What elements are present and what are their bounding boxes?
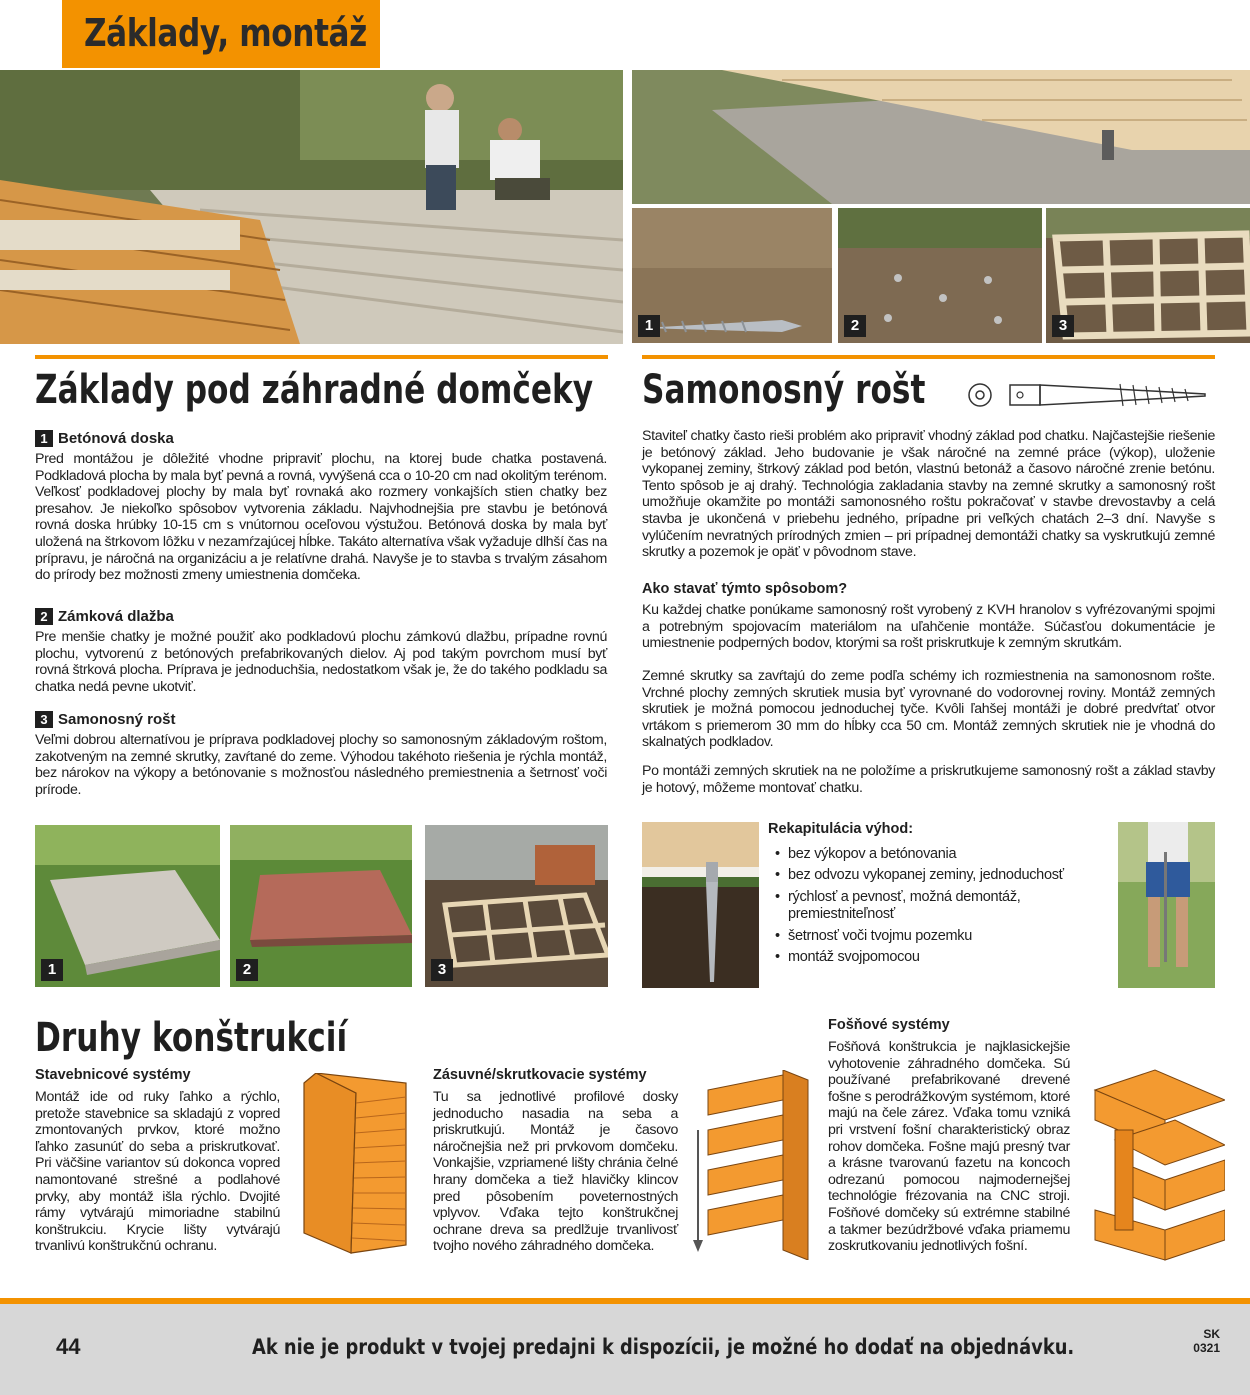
recap-heading: Rekapitulácia výhod: (768, 821, 914, 837)
page-number: 44 (56, 1334, 81, 1359)
intro-text: Staviteľ chatky často rieši problém ako pripraviť vhodný základ pod chatku. Najčastejšie riešenie je betónový základ. Jeho budovanie je však náročné na zemné práce (výkop), uloženie vykopanej zeminy, štrkový základ pod betón, vlastnú betonáž a časovo náročné zrenie betónu. Tento spôsob je aj drahý. Technológia zakladania stavby na zemné skrutky a samonosný rošt umožňuje okamžite po montáži samonosného roštu pokračovať v stavbe drevostavby a celá stavba je ukončená v priebehu jedného, prípadne pri veľkých chatách 2–3 dní. Navyše s vylúčením nevratných prírodných zmien – pri prípadnej demontáži chatky sa vyskrutkujú zemné skrutky a pozemok je opäť v pôvodnom stave. (642, 428, 1215, 561)
benefits-list (775, 846, 1105, 970)
photo-frame-on-screws (1046, 208, 1250, 343)
constructions-title: Druhy konštrukcií (35, 1015, 348, 1061)
left-section-title: Základy pod záhradné domčeky (35, 367, 594, 413)
hero-photo-workers (0, 70, 623, 344)
how-heading: Ako stavať týmto spôsobom? (642, 581, 848, 597)
page-title: Základy, montáž (84, 11, 367, 55)
footer-note: Ak nie je produkt v tvojej predajni k dispozícii, je možné ho dodať na objednávku. (252, 1335, 1075, 1359)
photo-badge: 1 (41, 959, 63, 981)
how-paragraph-1: Ku každej chatke ponúkame samonosný rošt vyrobený z KVH hranolov s vyfrézovanými spojmi a potrebným spojovacím materiálom na uľahčenie montáže. Súčasťou dokumentácie je umiestnenie podperných bodov, ktorými sa rošt priskrutkuje k zemným skrutkám. (642, 602, 1215, 652)
list-item: • šetrnosť voči tvojmu pozemku (775, 928, 1105, 945)
photo-screw-diagram (642, 822, 759, 988)
country-code: SK (1203, 1327, 1220, 1341)
how-paragraph-2: Zemné skrutky sa zavŕtajú do zeme podľa schémy ich rozmiestnenia na samonosnom rošte. Vrchné plochy zemných skrutiek musia byť vyrovnané do vodorovnej roviny. Montáž zemných skrutiek je možná pomocou jednoduchej tyče. Kvôli ľahšej montáži je dobré predvŕtať otvor vrtákom s priemerom 30 mm do hĺbky cca 50 cm. Montáž zemných skrutiek nie je vhodná do skalnatých podkladov. (642, 668, 1215, 751)
list-item: • rýchlosť a pevnosť, možná demontáž, premiestniteľnosť (775, 889, 1055, 924)
photo-frame-grid (425, 825, 608, 987)
photo-badge: 3 (1052, 315, 1074, 337)
col3-heading: Fošňové systémy (828, 1017, 950, 1033)
col2-heading: Zásuvné/skrutkovacie systémy (433, 1067, 647, 1083)
photo-paving (230, 825, 412, 987)
section-divider (35, 355, 608, 359)
photo-worker-screwing (1118, 822, 1215, 988)
footer-code (1188, 1327, 1220, 1356)
photo-shed-gravel (632, 70, 1250, 204)
col2-text: Tu sa jednotlivé profilové dosky jednoducho nasadia na seba a priskrutkujú. Montáž je časovo náročnejšia než pri prvkovom domčeku. Vonkajšie, vzpriamené lišty chránia čelné hrany domčeka a tiež hlavičky klincov pred pôsobením poveternostných vplyvov. Vďaka tejto konštrukčnej ochrane dreva sa predlžuje trvanlivosť tvojho nového záhradného domčeka. (433, 1089, 678, 1255)
photo-screws-in-soil (838, 208, 1042, 343)
subsection-heading-concrete (35, 430, 174, 447)
col1-text: Montáž ide od ruky ľahko a rýchlo, pretože stavebnice sa skladajú z vopred zmontovaných prvkov, ktoré možno ľahko zasunúť do seba a priskrutkovať. Pri väčšine variantov sú dokonca vopred namontované strešné a podlahové prvky, aby montáž išla rýchlo. Dvojité rámy vytvárajú mimoriadne stabilnú konštrukciu. Krycie lišty vytvárajú trvanlivú konštrukčnú ochranu. (35, 1089, 280, 1255)
prefab-panel-illustration (296, 1073, 414, 1258)
number-badge: 3 (35, 711, 53, 728)
number-badge: 2 (35, 608, 53, 625)
col1-heading: Stavebnicové systémy (35, 1067, 191, 1083)
list-item: • bez výkopov a betónovania (775, 846, 1105, 863)
number-badge: 1 (35, 430, 53, 447)
list-item: • montáž svojpomocou (775, 949, 1105, 966)
text-paving: Pre menšie chatky je možné použiť ako podkladovú plochu zámkovú dlažbu, prípadne rovnú plochu, vytvorenú z betónových prefabrikovaných dielov. Aj pod takým povrchom musí byť rovná štrková plocha. Príprava je jednoduchšia, nedostatkom však je, že do takého podkladu sa chatka nedá pevne ukotviť. (35, 629, 607, 695)
subsection-label: Zámková dlažba (58, 608, 174, 625)
photo-badge: 2 (844, 315, 866, 337)
subsection-heading-paving (35, 608, 174, 625)
photo-ground-screw (632, 208, 832, 343)
right-section-title: Samonosný rošt (642, 367, 926, 413)
footer-accent-stripe (0, 1298, 1250, 1304)
col3-text: Fošňová konštrukcia je najklasickejšie vyhotovenie záhradného domčeka. Sú používané prefabrikované drevené fošne s perodrážkovým systémom, ktoré majú na čele zárez. Vďaka tomu vzniká pri vrstvení fošní charakteristický obraz rohov domčeka. Fošne majú presný tvar a krásne tvarovanú fazetu na koncoch odrezanú pomocou najmodernejšej technológie frézovania na CNC stroji. Fošňové domčeky sú extrémne stabilné a takmer bezúdržbové vďaka priamemu zoskrutkovaniu jednotlivých fošní. (828, 1039, 1070, 1255)
photo-badge: 3 (431, 959, 453, 981)
list-item: • bez odvozu vykopanej zeminy, jednoduchosť (775, 867, 1105, 884)
catalog-code: 0321 (1193, 1341, 1220, 1356)
tongue-groove-illustration (688, 1070, 813, 1260)
ground-screw-diagram (965, 375, 1225, 415)
subsection-label: Samonosný rošt (58, 711, 176, 728)
subsection-label: Betónová doska (58, 430, 174, 447)
subsection-heading-frame (35, 711, 176, 728)
photo-badge: 1 (638, 315, 660, 337)
text-frame: Veľmi dobrou alternatívou je príprava podkladovej plochy so samonosným základovým roštom, zakotveným na zemné skrutky, zavŕtané do zeme. Výhodou takéhoto riešenia je rýchla montáž, bez nárokov na výkopy a betónovanie s možnosťou následného premiestnenia a šetrnosť voči prírode. (35, 732, 607, 798)
photo-concrete-slab (35, 825, 220, 987)
text-concrete: Pred montážou je dôležité vhodne pripraviť plochu, na ktorej bude chatka postavená. Podkladová plocha by mala byť pevná a rovná, vyvýšená cca o 10-20 cm nad okolitým terénom. Veľkosť podkladovej plochy by mala byť rovnaká ako rozmery vonkajších stien chatky bez presahov. Je niekoľko spôsobov vytvorenia základu. Najvhodnejšia pre stavbu je betónová rovná doska hrúbky 10-15 cm s vnútornou oceľovou výstužou. Betónová doska by mala byť uložená na štrkovom lôžku v nezamŕzajúcej hĺbke. Takáto alternatíva však vyžaduje dlhší čas na prípravu, je náročná na organizáciu a je relatívne drahá. Navyše je to stavba s trvalým zásahom do prírody bez možnosti zmeny umiestnenia domčeka. (35, 451, 607, 584)
how-paragraph-3: Po montáži zemných skrutiek na ne položíme a priskrutkujeme samonosný rošt a základ stavby je hotový, môžeme montovať chatku. (642, 763, 1215, 796)
log-corner-illustration (1085, 1060, 1225, 1270)
photo-badge: 2 (236, 959, 258, 981)
section-divider (642, 355, 1215, 359)
